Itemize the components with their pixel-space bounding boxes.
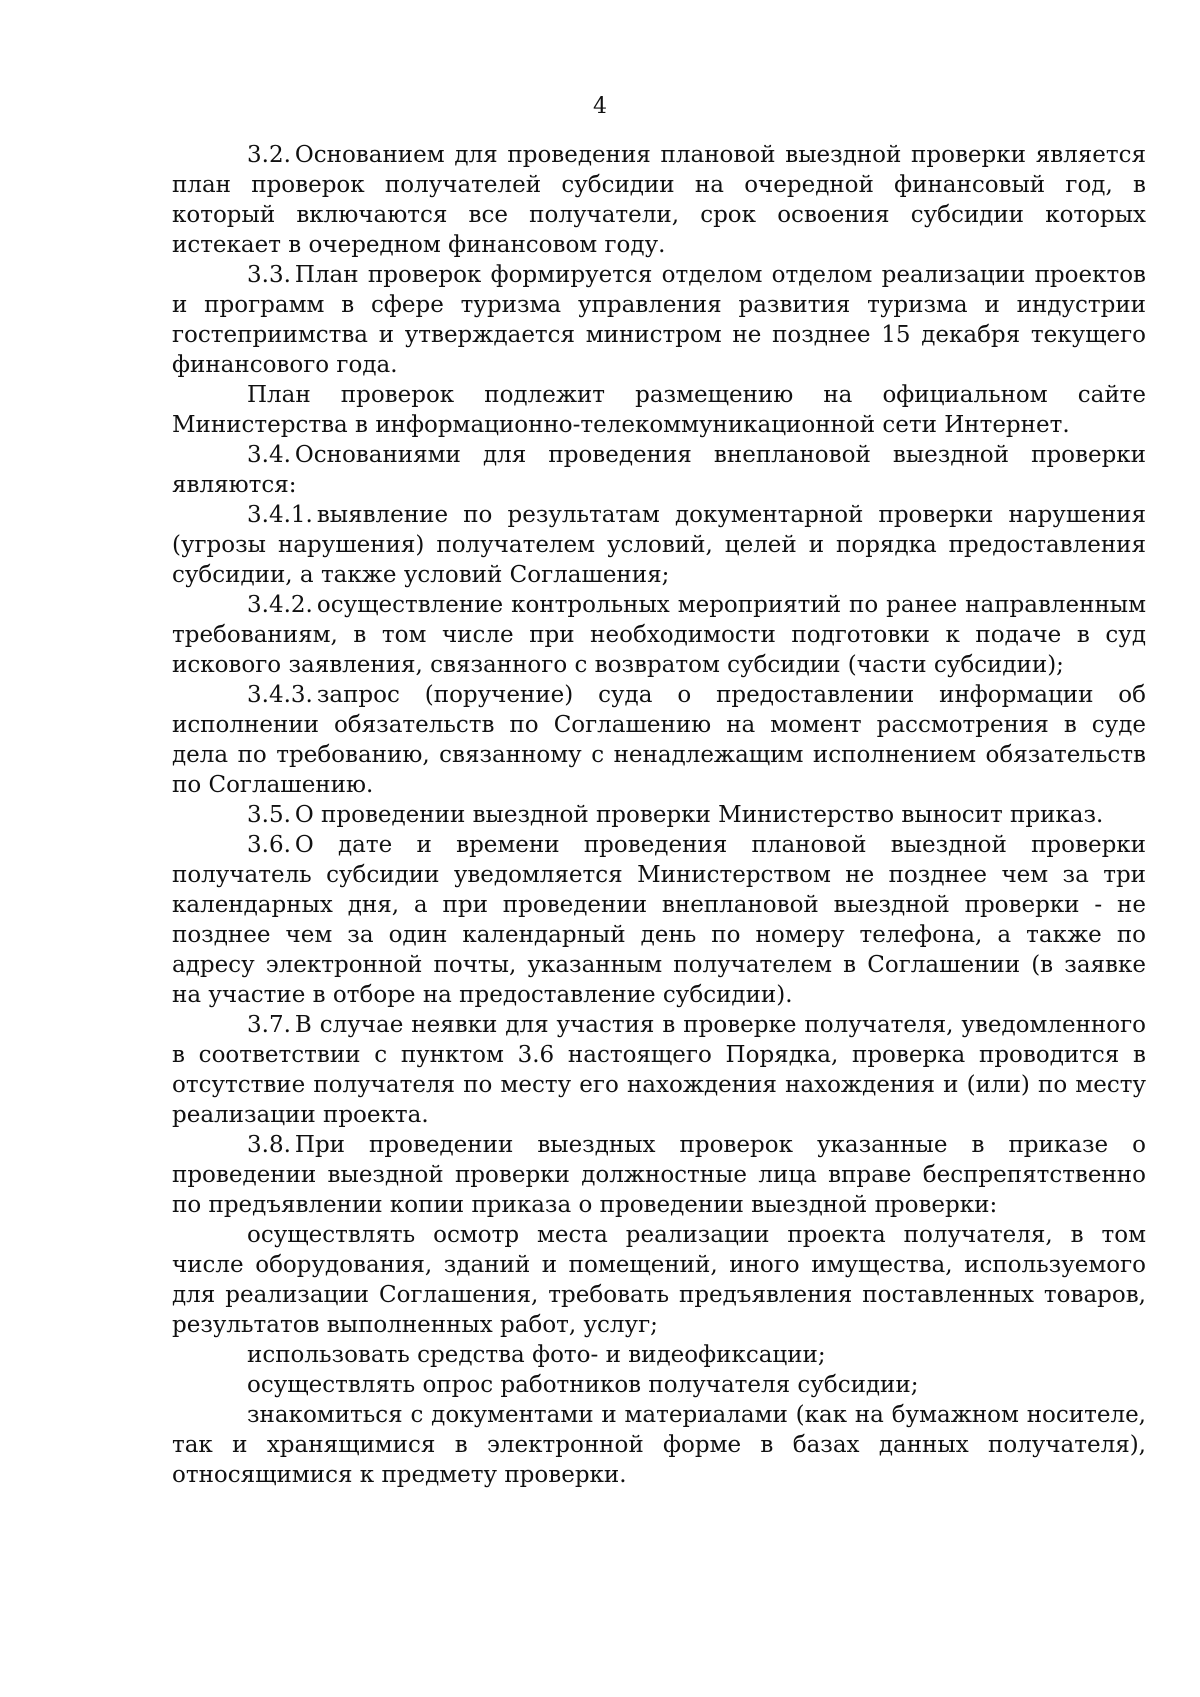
paragraph-text: В случае неявки для участия в проверке получателя, уведомленного в соответствии с пунктом 3.6 настоящего Порядка, проверка проводится в отсутствие получателя по месту его нахождения нахождения и (или) по месту реализации проекта.: [172, 1012, 1146, 1128]
paragraph-text: О дате и времени проведения плановой выездной проверки получатель субсидии уведомляется Министерством не позднее чем за три календарных дня, а при проведении внеплановой выездной проверки - не позднее чем за один календарный день по номеру телефона, а также по адресу электронной почты, указанным получателем в Соглашении (в заявке на участие в отборе на предоставление субсидии).: [172, 832, 1146, 1008]
paragraph-plan-placement: [172, 380, 1146, 440]
paragraph-text: План проверок подлежит размещению на официальном сайте Министерства в информационно-телекоммуникационной сети Интернет.: [172, 382, 1146, 438]
paragraph-text: выявление по результатам документарной проверки нарушения (угрозы нарушения) получателем условий, целей и порядка предоставления субсидии, а также условий Соглашения;: [172, 502, 1146, 588]
paragraph-3-4-1: [172, 500, 1146, 590]
paragraph-text: План проверок формируется отделом отделом реализации проектов и программ в сфере туризма управления развития туризма и индустрии гостеприимства и утверждается министром не позднее 15 декабря текущего финансового года.: [172, 262, 1146, 378]
paragraph-3-4-2: [172, 590, 1146, 680]
paragraph-3-2: [172, 140, 1146, 260]
paragraph-text: Основаниями для проведения внеплановой выездной проверки являются:: [172, 442, 1146, 498]
paragraph-text: осуществление контрольных мероприятий по ранее направленным требованиям, в том числе при необходимости подготовки к подаче в суд искового заявления, связанного с возвратом субсидии (части субсидии);: [172, 592, 1146, 678]
paragraph-inspection-right-1: [172, 1220, 1146, 1340]
paragraph-3-4: [172, 440, 1146, 500]
paragraph-text: При проведении выездных проверок указанные в приказе о проведении выездной проверки должностные лица вправе беспрепятственно по предъявлении копии приказа о проведении выездной проверки:: [172, 1132, 1146, 1218]
paragraph-number: 3.4.2.: [247, 592, 313, 618]
paragraph-3-8: [172, 1130, 1146, 1220]
paragraph-number: 3.7.: [247, 1012, 291, 1038]
paragraph-text: Основанием для проведения плановой выездной проверки является план проверок получателей субсидии на очередной финансовый год, в который включаются все получатели, срок освоения субсидии которых истекает в очередном финансовом году.: [172, 142, 1146, 258]
paragraph-number: 3.2.: [247, 142, 291, 168]
document-body: [172, 140, 1146, 1490]
paragraph-number: 3.4.3.: [247, 682, 313, 708]
paragraph-inspection-right-3: [172, 1370, 1146, 1400]
paragraph-number: 3.6.: [247, 832, 291, 858]
paragraph-3-6: [172, 830, 1146, 1010]
paragraph-number: 3.3.: [247, 262, 291, 288]
paragraph-text: использовать средства фото- и видеофиксации;: [247, 1342, 826, 1368]
paragraph-number: 3.5.: [247, 802, 291, 828]
paragraph-number: 3.4.: [247, 442, 291, 468]
page-number: 4: [593, 94, 607, 119]
paragraph-number: 3.4.1.: [247, 502, 313, 528]
paragraph-3-5: [172, 800, 1146, 830]
paragraph-inspection-right-4: [172, 1400, 1146, 1490]
paragraph-3-7: [172, 1010, 1146, 1130]
paragraph-text: знакомиться с документами и материалами (как на бумажном носителе, так и хранящимися в электронной форме в базах данных получателя), относящимися к предмету проверки.: [172, 1402, 1146, 1488]
paragraph-text: запрос (поручение) суда о предоставлении информации об исполнении обязательств по Соглашению на момент рассмотрения в суде дела по требованию, связанному с ненадлежащим исполнением обязательств по Соглашению.: [172, 682, 1146, 798]
paragraph-number: 3.8.: [247, 1132, 291, 1158]
paragraph-3-4-3: [172, 680, 1146, 800]
paragraph-text: О проведении выездной проверки Министерство выносит приказ.: [294, 802, 1104, 828]
paragraph-3-3: [172, 260, 1146, 380]
paragraph-inspection-right-2: [172, 1340, 1146, 1370]
paragraph-text: осуществлять осмотр места реализации проекта получателя, в том числе оборудования, зданий и помещений, иного имущества, используемого для реализации Соглашения, требовать предъявления поставленных товаров, результатов выполненных работ, услуг;: [172, 1222, 1146, 1338]
paragraph-text: осуществлять опрос работников получателя субсидии;: [247, 1372, 919, 1398]
